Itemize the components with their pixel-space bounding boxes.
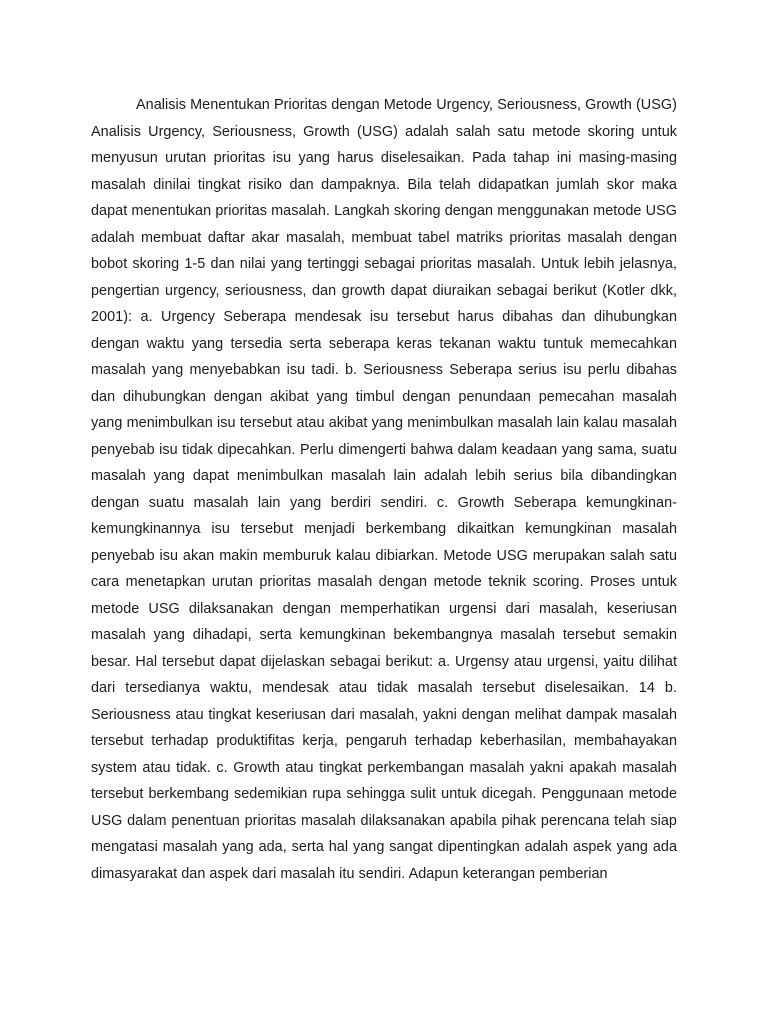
body-paragraph: Analisis Menentukan Prioritas dengan Metode Urgency, Seriousness, Growth (USG) Analisis Urgency, Seriousness, Growth (USG) adalah salah satu metode skoring untuk menyusun urutan prioritas isu yang harus diselesaikan. Pada tahap ini masing-masing masalah dinilai tingkat risiko dan dampaknya. Bila telah didapatkan jumlah skor maka dapat menentukan prioritas masalah. Langkah skoring dengan menggunakan metode USG adalah membuat daftar akar masalah, membuat tabel matriks prioritas masalah dengan bobot skoring 1-5 dan nilai yang tertinggi sebagai prioritas masalah. Untuk lebih jelasnya, pengertian urgency, seriousness, dan growth dapat diuraikan sebagai berikut (Kotler dkk, 2001): a. Urgency Seberapa mendesak isu tersebut harus dibahas dan dihubungkan dengan waktu yang tersedia serta seberapa keras tekanan waktu tuntuk memecahkan masalah yang menyebabkan isu tadi. b. Seriousness Seberapa serius isu perlu dibahas dan dihubungkan dengan akibat yang timbul dengan penundaan pemecahan masalah yang menimbulkan isu tersebut atau akibat yang menimbulkan masalah lain kalau masalah penyebab isu tidak dipecahkan. Perlu dimengerti bahwa dalam keadaan yang sama, suatu masalah yang dapat menimbulkan masalah lain adalah lebih serius bila dibandingkan dengan suatu masalah lain yang berdiri sendiri. c. Growth Seberapa kemungkinan-kemungkinannya isu tersebut menjadi berkembang dikaitkan kemungkinan masalah penyebab isu akan makin memburuk kalau dibiarkan. Metode USG merupakan salah satu cara menetapkan urutan prioritas masalah dengan metode teknik scoring. Proses untuk metode USG dilaksanakan dengan memperhatikan urgensi dari masalah, keseriusan masalah yang dihadapi, serta kemungkinan bekembangnya masalah tersebut semakin besar. Hal tersebut dapat dijelaskan sebagai berikut: a. Urgensy atau urgensi, yaitu dilihat dari tersedianya waktu, mendesak atau tidak masalah tersebut diselesaikan. 14 b. Seriousness atau tingkat keseriusan dari masalah, yakni dengan melihat dampak masalah tersebut terhadap produktifitas kerja, pengaruh terhadap keberhasilan, membahayakan system atau tidak. c. Growth atau tingkat perkembangan masalah yakni apakah masalah tersebut berkembang sedemikian rupa sehingga sulit untuk dicegah. Penggunaan metode USG dalam penentuan prioritas masalah dilaksanakan apabila pihak perencana telah siap mengatasi masalah yang ada, serta hal yang sangat dipentingkan adalah aspek yang ada dimasyarakat dan aspek dari masalah itu sendiri. Adapun keterangan pemberian (91, 97, 677, 882)
